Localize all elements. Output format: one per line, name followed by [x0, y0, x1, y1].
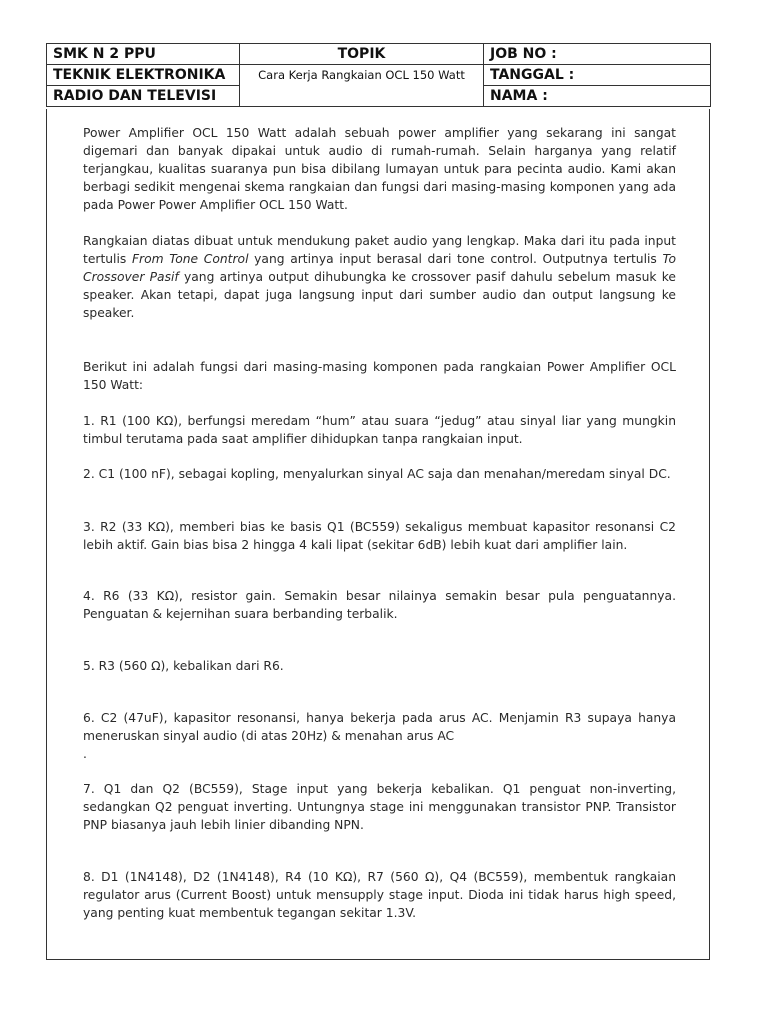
topik-value: Cara Kerja Rangkaian OCL 150 Watt — [240, 65, 484, 107]
tanggal-label: TANGGAL : — [484, 65, 711, 86]
list-item-4: 4. R6 (33 KΩ), resistor gain. Semakin besar nilainya semakin besar pula penguatannya. Penguatan & kejernihan suara berbanding terbalik. — [83, 589, 676, 621]
list-item-5: 5. R3 (560 Ω), kebalikan dari R6. — [83, 659, 284, 673]
department-line-2: RADIO DAN TELEVISI — [47, 86, 240, 107]
list-item-8: 8. D1 (1N4148), D2 (1N4148), R4 (10 KΩ), R7 (560 Ω), Q4 (BC559), membentuk rangkaian regulator arus (Current Boost) untuk mensupply stage input. Dioda ini tidak harus high speed, yang penting kuat membentuk tegangan sekitar 1.3V. — [83, 870, 676, 920]
intro-paragraph-3: Berikut ini adalah fungsi dari masing-masing komponen pada rangkaian Power Amplifier OCL 150 Watt: — [83, 360, 676, 392]
department-line-1: TEKNIK ELEKTRONIKA — [47, 65, 240, 86]
nama-label: NAMA : — [484, 86, 711, 107]
document-body — [83, 124, 676, 922]
p2-text-b: yang artinya input berasal dari tone control. Outputnya tertulis — [248, 252, 663, 266]
intro-paragraph-1: Power Amplifier OCL 150 Watt adalah sebuah power amplifier yang sekarang ini sangat digemari dan banyak dipakai untuk audio di rumah-rumah. Selain harganya yang relatif terjangkau, kualitas suaranya pun bisa dibilang lumayan untuk para pecinta audio. Kami akan berbagi sedikit mengenai skema rangkaian dan fungsi dari masing-masing komponen yang ada pada Power Power Amplifier OCL 150 Watt. — [83, 126, 676, 212]
list-item-1: 1. R1 (100 KΩ), berfungsi meredam “hum” atau suara “jedug” atau sinyal liar yang mungkin timbul terutama pada saat amplifier dihidupkan tanpa rangkaian input. — [83, 414, 676, 446]
list-item-2: 2. C1 (100 nF), sebagai kopling, menyalurkan sinyal AC saja dan menahan/meredam sinyal DC. — [83, 467, 671, 481]
header-row-2 — [47, 65, 711, 86]
header-row-1 — [47, 44, 711, 65]
header-table — [46, 43, 711, 107]
list-item-6-trailing-dot: . — [83, 747, 87, 761]
p2-italic-to-crossover-pasif: To Crossover Pasif — [83, 252, 676, 284]
school-name: SMK N 2 PPU — [47, 44, 240, 65]
p2-italic-from-tone-control: From Tone Control — [131, 252, 249, 266]
list-item-6: 6. C2 (47uF), kapasitor resonansi, hanya bekerja pada arus AC. Menjamin R3 supaya hanya meneruskan sinyal audio (di atas 20Hz) & menahan arus AC — [83, 711, 676, 743]
list-item-3: 3. R2 (33 KΩ), memberi bias ke basis Q1 (BC559) sekaligus membuat kapasitor resonansi C2 lebih aktif. Gain bias bisa 2 hingga 4 kali lipat (sekitar 6dB) lebih kuat dari amplifier lain. — [83, 520, 676, 552]
job-no-label: JOB NO : — [484, 44, 711, 65]
intro-paragraph-2 — [83, 232, 676, 322]
topik-label: TOPIK — [240, 44, 484, 65]
list-item-7: 7. Q1 dan Q2 (BC559), Stage input yang bekerja kebalikan. Q1 penguat non-inverting, sedangkan Q2 penguat inverting. Untungnya stage ini menggunakan transistor PNP. Transistor PNP biasanya jauh lebih linier dibanding NPN. — [83, 782, 676, 832]
p2-text-a: Rangkaian diatas dibuat untuk mendukung paket audio yang lengkap. Maka dari itu pada input tertulis — [83, 234, 676, 266]
p2-text-c: yang artinya output dihubungka ke crossover pasif dahulu sebelum masuk ke speaker. Akan tetapi, dapat juga langsung input dari sumber audio dan output langsung ke speaker. — [83, 270, 676, 320]
